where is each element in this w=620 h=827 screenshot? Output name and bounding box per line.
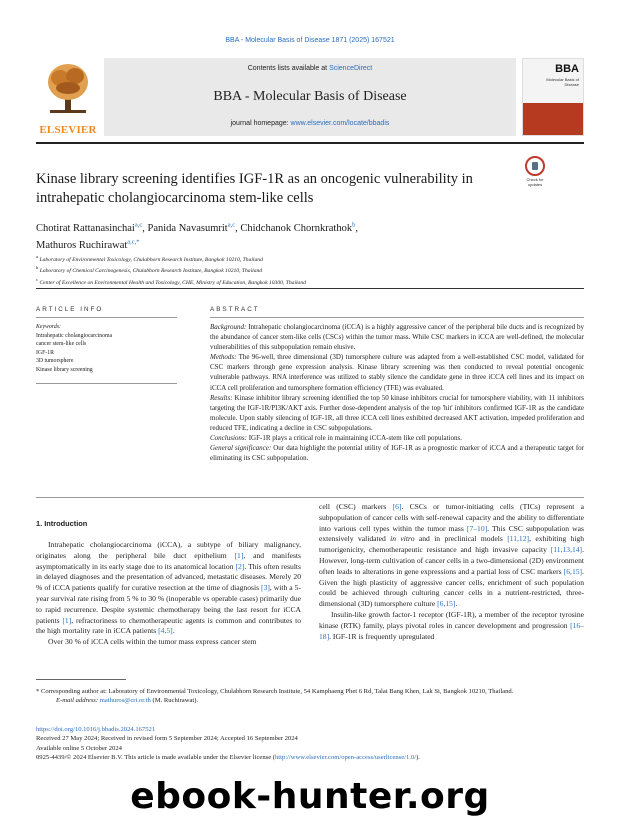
author[interactable]: Mathuros Ruchirawat$^{a,c,*}$ xyxy=(36,238,140,251)
cover-image-area xyxy=(523,103,583,135)
author-list xyxy=(36,218,576,253)
citation-link[interactable]: [2] xyxy=(235,561,245,571)
homepage-prefix: journal homepage: xyxy=(230,120,291,127)
article-info-rule xyxy=(36,317,177,318)
homepage-link[interactable]: www.elsevier.com/locate/bbadis xyxy=(290,120,390,127)
abstract-rule xyxy=(210,317,584,318)
journal-masthead xyxy=(36,58,584,136)
abstract-heading: ABSTRACT xyxy=(210,306,260,313)
article-title: Kinase library screening identifies IGF-1R as an oncogenic vulnerability in intrahepatic cholangiocarcinoma stem-like cells xyxy=(36,171,473,206)
doi-link[interactable]: https://doi.org/10.1016/j.bbadis.2024.167521 xyxy=(36,726,156,733)
affiliation: $^a$ Laboratory of Environmental Toxicology, Chulabhorn Research Institute, Bangkok 10210, Thailand xyxy=(36,254,263,263)
email-line: E-mail address: mathuros@cri.or.th (M. Ruchirawat). xyxy=(56,697,199,705)
body-text: , and manifests asymptomatically in its early stage due to its anatomical location xyxy=(36,550,301,571)
body-text: . This often results in delayed diagnoses and the presentation of advanced, metastatic diseases. Merely 20 % of iCCA patients qualify for curative resection at the time of diagnosis xyxy=(36,561,301,593)
abstract-significance: General significance: Our data highlight the potential utility of IGF-1R as a prognostic marker of iCCA and a therapeutic target for eliminating its CSC subpopulation. xyxy=(210,444,585,463)
body-text: . xyxy=(455,599,458,609)
abstract-bottom-rule xyxy=(36,497,584,498)
body-text: , refractoriness to chemotherapeutic agents is common and contributes to the high mortality rate in iCCA patients xyxy=(36,615,301,636)
body-text: , exhibiting high tumorigenicity, chemotherapeutic resistance and high invasive capacity xyxy=(319,534,584,555)
article-info-bottom-rule xyxy=(36,383,177,384)
paragraph xyxy=(319,502,584,610)
abstract-body xyxy=(210,322,584,463)
abstract-background: Background: Intrahepatic cholangiocarcinoma (iCCA) is a highly aggressive cancer of the peripheral bile ducts and is recognized by the abundance of cancer stem-like cells (CSCs) within the tumor mass. While CSC markers in iCCA are well-defined, the molecular vulnerabilities of this subpopulation remain elusive. xyxy=(210,323,584,352)
citation-link[interactable]: [6,15] xyxy=(563,566,583,576)
cover-subtitle: Molecular Basis of Disease xyxy=(546,77,579,87)
journal-title: BBA - Molecular Basis of Disease xyxy=(213,89,407,104)
citation-link[interactable]: [1] xyxy=(234,550,244,560)
abstract-conclusions: Conclusions: IGF-1R plays a critical role in maintaining iCCA-stem like cell populations. xyxy=(210,434,462,443)
license-link[interactable]: http://www.elsevier.com/open-access/userlicense/1.0/ xyxy=(274,754,417,762)
body-text: Intrahepatic cholangiocarcinoma (iCCA), a subtype of biliary malignancy, originates along the peripheral bile duct epithelium xyxy=(36,540,301,560)
homepage-line xyxy=(104,120,516,127)
keywords-block xyxy=(36,323,186,374)
body-text: Insulin-like growth factor-1 receptor (IGF-1R), a member of the receptor tyrosine kinase (RTK) family, plays pivotal roles in cancer development and progression xyxy=(319,609,584,630)
journal-cover-thumbnail[interactable] xyxy=(522,58,584,136)
contents-line xyxy=(104,65,516,72)
author[interactable]: Panida Navasumrit$^{a,c}$, xyxy=(147,221,241,234)
keyword: Intrahepatic cholangiocarcinoma xyxy=(36,332,113,339)
body-text: . However, long-term cultivation of cancer cells in a two-dimensional (2D) environment often leads to alterations in gene expressions and a partial loss of CSC markers xyxy=(319,545,584,576)
citation-link[interactable]: [11,12] xyxy=(507,534,530,544)
running-head[interactable]: BBA - Molecular Basis of Disease 1871 (2025) 167521 xyxy=(225,37,395,44)
article-info-heading: ARTICLE INFO xyxy=(36,306,104,313)
corresponding-author-text: * Corresponding author at: Laboratory of Environmental Toxicology, Chulabhorn Research Institute, 54 Kamphaeng Phet 6 Rd, Talat Bang Khen, Lak Si, Bangkok 10210, Thailand. xyxy=(36,688,514,695)
received-dates: Received 27 May 2024; Received in revised form 5 September 2024; Accepted 16 September 2024 xyxy=(36,735,298,743)
author[interactable]: Chidchanok Chornkrathok$^b$, xyxy=(240,221,358,234)
masthead-rule xyxy=(36,142,584,144)
corresponding-author-footnote xyxy=(36,687,584,706)
paragraph xyxy=(319,610,584,642)
citation-link[interactable]: [3] xyxy=(261,583,270,593)
check-updates-label: Check for updates xyxy=(526,177,544,187)
license-line: 0925-4439/© 2024 Elsevier B.V. This article is made available under the Elsevier license (http://www.elsevier.com/open-access/userlicense/1.0/). xyxy=(36,754,420,762)
citation-link[interactable]: [6] xyxy=(392,502,402,511)
keyword: 3D tumorsphere xyxy=(36,358,74,364)
abstract-methods: Methods: The 96-well, three dimensional (3D) tumorsphere culture was adapted from a well-established CSC model, validated for CSC markers through gene expression analysis. Kinase library screening was then conducted to reveal potential oncogenic vulnerable pathways. RNA interference was utilized to stably silence the candidate gene in three iCCA cell lines and its impact on iCCA cell proliferation and tumorsphere formation efficiency (TFE) was evaluated. xyxy=(210,353,584,392)
body-text: and in preclinical models xyxy=(414,534,508,544)
elsevier-wordmark: ELSEVIER xyxy=(39,124,97,136)
elsevier-logo[interactable] xyxy=(36,58,100,136)
citation-link[interactable]: [6,15] xyxy=(437,599,456,609)
cover-title: BBA xyxy=(555,63,579,75)
body-column-right xyxy=(319,502,584,642)
journal-header-band xyxy=(104,58,516,136)
keyword: cancer stem-like cells xyxy=(36,341,87,347)
body-text: cell (CSC) markers xyxy=(319,502,393,511)
elsevier-tree-icon xyxy=(44,60,92,116)
keyword: IGF-1R xyxy=(36,349,55,356)
body-text: . This CSC subpopulation was extensively validated xyxy=(319,523,584,544)
check-for-updates-badge[interactable] xyxy=(521,156,549,190)
contents-prefix: Contents lists available at xyxy=(247,65,330,72)
citation-link[interactable]: [1] xyxy=(62,615,72,625)
body-text: , with a 5-year survival rate rising from 5 % to 30 % (inoperable vs operable cases) primarily due to rapid recurrence. Despite systemic chemotherapy being the last resort for iCCA patients xyxy=(36,583,301,625)
body-column-left xyxy=(36,540,301,648)
author[interactable]: Chotirat Rattanasinchai$^{a,c}$, xyxy=(36,221,148,234)
citation-link[interactable]: [7–10] xyxy=(466,523,488,533)
affiliation: $^c$ Center of Excellence on Environmental Health and Toxicology, CHE, Ministry of Education, Bangkok 10300, Thailand xyxy=(36,276,306,286)
affiliation: $^b$ Laboratory of Chemical Carcinogenesis, Chulabhorn Research Institute, Bangkok 10210, Thailand xyxy=(36,265,263,275)
keyword: Kinase library screening xyxy=(36,366,93,373)
watermark: ebook-hunter.org xyxy=(130,776,490,817)
body-text: Over 30 % of iCCA cells within the tumor mass express cancer stem xyxy=(48,637,257,647)
available-online: Available online 5 October 2024 xyxy=(36,744,122,752)
body-text: . Given the high plasticity of aggressive cancer cells, enrichment of such population could be achieved through culturing cancer cells in a nutrient-restricted, three-dimensional (3D) tumorsphere culture xyxy=(319,566,584,609)
footnote-rule xyxy=(36,679,126,680)
paragraph xyxy=(36,637,301,648)
sciencedirect-link[interactable]: ScienceDirect xyxy=(329,65,373,72)
paragraph xyxy=(36,540,301,637)
citation-link[interactable]: [4,5] xyxy=(158,626,173,636)
body-text: . xyxy=(172,626,175,636)
keywords-label: Keywords: xyxy=(36,324,61,330)
email-link[interactable]: mathuros@cri.or.th xyxy=(99,697,151,705)
publication-info xyxy=(36,725,584,763)
body-text: . IGF-1R is frequently upregulated xyxy=(329,631,435,641)
citation-link[interactable]: [11,13,14] xyxy=(550,545,583,555)
affiliations xyxy=(36,253,576,287)
body-text: . CSCs or tumor-initiating cells (TICs) represent a subpopulation of cancer cells with self-renewal capacity and the ability to differentiate into various cell types within the tumor mass xyxy=(319,502,584,533)
section-rule xyxy=(36,288,584,289)
abstract-results: Results: Kinase inhibitor library screening identified the top 50 kinase inhibitors crucial for tumorsphere viability, with 11 inhibitors targeting the IGF-1R/PI3K/AKT axis. Further dose-dependent analysis of the top 'hit' inhibitors confirmed IGF-1R as the candidate molecule. Upon stably silencing of IGF-1R, all three iCCA cell lines exhibited decreased AKT activation, impeded proliferation and reduced TFE, indicating a decline in CSC subpopulations. xyxy=(210,393,584,432)
check-updates-icon xyxy=(525,156,545,176)
italic-text: in vitro xyxy=(390,534,415,544)
section-heading-introduction: 1. Introduction xyxy=(36,519,88,528)
citation-link[interactable]: [16–18] xyxy=(319,620,584,641)
